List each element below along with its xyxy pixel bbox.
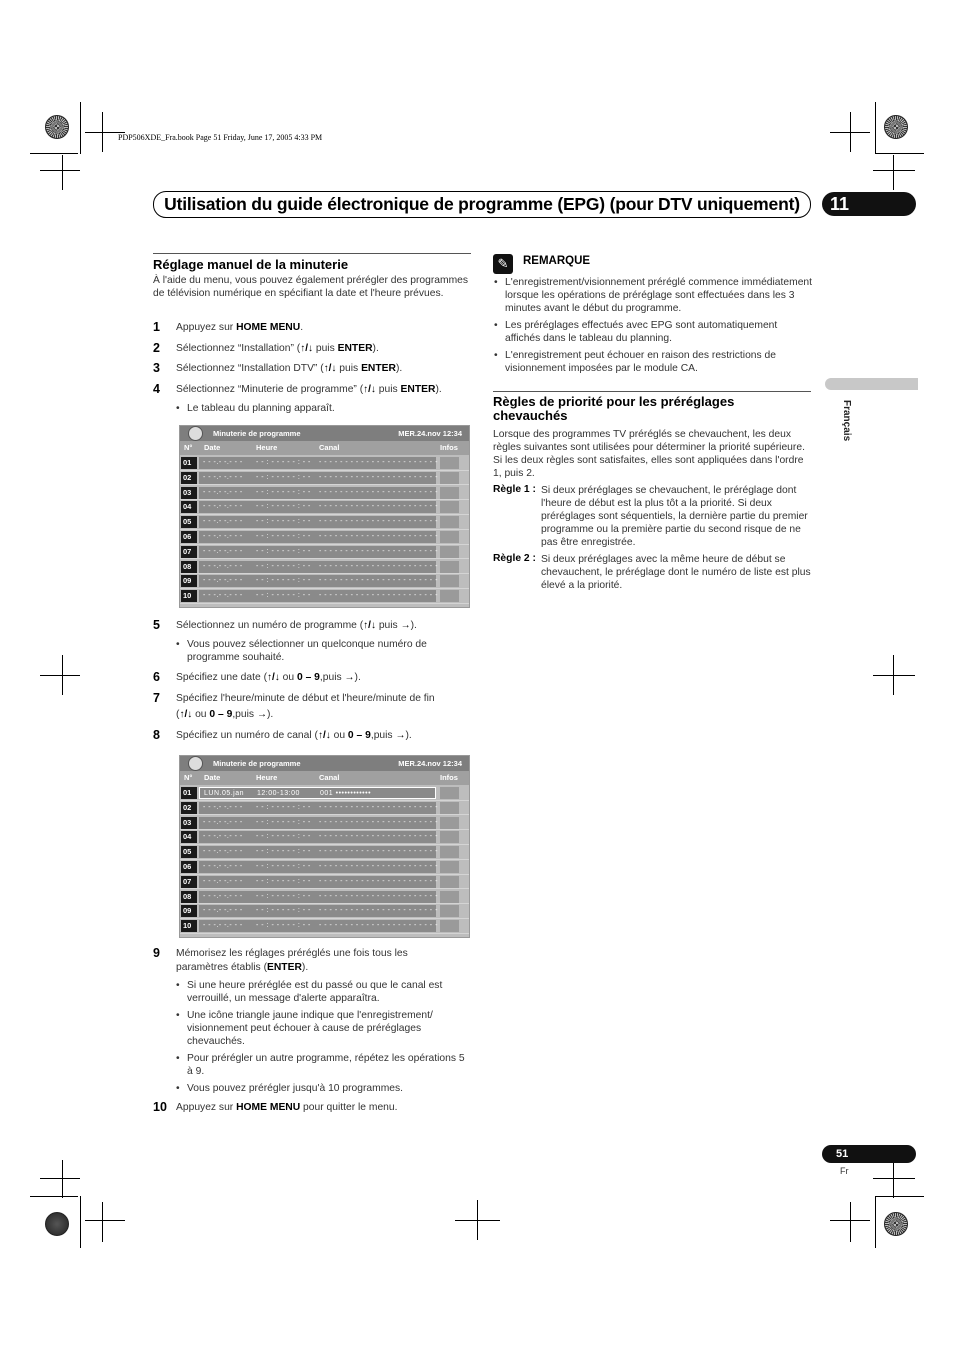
- up-down-arrow-icon: ↑/↓: [179, 709, 193, 720]
- step-text: Sélectionnez un numéro de programme (↑/↓ puis →).: [176, 620, 417, 631]
- row-date: - - -.- -.- - -: [203, 577, 243, 585]
- row-channel: - - - - - - - - - - - - - - - - - - - - - - -: [319, 833, 438, 841]
- right-arrow-icon: →: [395, 730, 406, 741]
- bullet-item: • Vous pouvez sélectionner un quelconque numéro de programme souhaité.: [187, 638, 467, 664]
- step-text: Sélectionnez “Minuterie de programme” (↑/↓ puis ENTER).: [176, 384, 442, 395]
- row-date: - - -.- -.- - -: [203, 562, 243, 570]
- row-channel: - - - - - - - - - - - - - - - - - - - - - - -: [319, 803, 438, 811]
- row-fields[interactable]: [199, 546, 436, 558]
- row-fields[interactable]: [199, 787, 436, 799]
- step-number: 8: [153, 728, 160, 742]
- row-channel: - - - - - - - - - - - - - - - - - - - - - - -: [319, 473, 438, 481]
- row-channel: - - - - - - - - - - - - - - - - - - - - - - -: [319, 503, 438, 511]
- row-date: - - -.- -.- - -: [203, 892, 243, 900]
- row-time: - - : - - - - - : - -: [256, 848, 311, 856]
- table-row[interactable]: [180, 845, 469, 860]
- row-fields[interactable]: [199, 831, 436, 843]
- table-row[interactable]: [180, 890, 469, 905]
- row-time: - - : - - - - - : - -: [256, 577, 311, 585]
- bullet-item: • Si une heure préréglée est du passé ou que le canal est verrouillé, un message d'alerte apparaîtra.: [187, 979, 472, 1005]
- row-fields[interactable]: [199, 876, 436, 888]
- row-fields[interactable]: [199, 531, 436, 543]
- row-date: LUN.05.jan: [204, 790, 245, 797]
- row-date: - - -.- -.- - -: [203, 818, 243, 826]
- row-fields[interactable]: [199, 891, 436, 903]
- row-channel: 001 ••••••••••••: [320, 790, 372, 797]
- row-info-cell[interactable]: [440, 861, 459, 873]
- row-date: - - -.- -.- - -: [203, 459, 243, 466]
- row-channel: - - - - - - - - - - - - - - - - - - - - - - -: [319, 922, 438, 930]
- row-info-cell[interactable]: [440, 561, 459, 573]
- step-number: 7: [153, 691, 160, 705]
- table-row[interactable]: [180, 574, 469, 589]
- table-datetime: MER.24.nov 12:34: [398, 759, 462, 768]
- row-date: - - -.- -.- - -: [203, 473, 243, 481]
- table-row[interactable]: [180, 801, 469, 816]
- step-text: Spécifiez une date (↑/↓ ou 0 – 9,puis →).: [176, 672, 361, 683]
- table-row[interactable]: [180, 860, 469, 875]
- col-time: Heure: [256, 443, 278, 452]
- section-rule: [493, 391, 811, 392]
- row-date: - - -.- -.- - -: [203, 488, 243, 496]
- row-info-cell[interactable]: [440, 817, 459, 829]
- row-number: 02: [181, 472, 197, 484]
- registration-disc-icon: [45, 1212, 69, 1236]
- section-heading: Règles de priorité pour les préréglages chevauchés: [493, 394, 735, 423]
- col-channel: Canal: [319, 773, 340, 782]
- row-fields[interactable]: [199, 905, 436, 917]
- rule-text: Si deux préréglages se chevauchent, le préréglage dont l'heure de début est la plus tôt a la priorité. Si deux préréglages sont séquentiels, la dernière partie du premier programme ou la première partie du second risque de ne pas être enregistrée.: [541, 485, 808, 548]
- row-channel: - - - - - - - - - - - - - - - - - - - - - - -: [319, 877, 438, 885]
- language-tab: [825, 378, 918, 390]
- row-time: - - : - - - - - : - -: [256, 592, 311, 600]
- row-date: - - -.- -.- - -: [203, 533, 243, 540]
- row-fields[interactable]: [199, 920, 436, 932]
- row-number: 06: [181, 861, 197, 873]
- row-channel: - - - - - - - - - - - - - - - - - - - - - - -: [319, 562, 438, 570]
- section-rule: [153, 253, 471, 254]
- row-channel: - - - - - - - - - - - - - - - - - - - - - - -: [319, 818, 438, 826]
- row-info-cell[interactable]: [440, 831, 459, 843]
- step-text: Appuyez sur HOME MENU.: [176, 322, 304, 333]
- row-fields[interactable]: [199, 846, 436, 858]
- row-date: - - -.- -.- - -: [203, 848, 243, 856]
- row-number: 07: [181, 546, 197, 558]
- table-row[interactable]: [180, 545, 469, 560]
- up-down-arrow-icon: ↑/↓: [323, 363, 337, 374]
- row-channel: - - - - - - - - - - - - - - - - - - - - - - -: [319, 592, 438, 600]
- step-text: Sélectionnez “Installation” (↑/↓ puis ENTER).: [176, 343, 379, 354]
- chapter-title: Utilisation du guide électronique de programme (EPG) (pour DTV uniquement): [153, 191, 811, 218]
- table-title: Minuterie de programme: [213, 759, 301, 768]
- row-time: - - : - - - - - : - -: [256, 473, 311, 481]
- row-number: 01: [181, 787, 197, 799]
- note-item: • Les préréglages effectués avec EPG sont automatiquement affichés dans le tableau du planning.: [505, 319, 813, 345]
- schedule-table-filled: [179, 755, 470, 938]
- row-number: 07: [181, 876, 197, 888]
- row-number: 01: [181, 457, 197, 469]
- step-number: 6: [153, 670, 160, 684]
- step-number: 1: [153, 320, 160, 334]
- row-channel: - - - - - - - - - - - - - - - - - - - - - - -: [319, 907, 438, 915]
- table-row[interactable]: [180, 919, 469, 934]
- row-fields[interactable]: [199, 472, 436, 484]
- side-language-label: Français: [841, 400, 852, 442]
- row-date: - - -.- -.- - -: [203, 803, 243, 811]
- row-time: - - : - - - - - : - -: [256, 488, 311, 496]
- row-time: - - : - - - - - : - -: [256, 518, 311, 526]
- row-date: - - -.- -.- - -: [203, 877, 243, 885]
- row-time: - - : - - - - - : - -: [256, 459, 311, 466]
- step-text: Spécifiez un numéro de canal (↑/↓ ou 0 – 9,puis →).: [176, 730, 412, 741]
- up-down-arrow-icon: ↑/↓: [300, 343, 313, 354]
- row-info-cell[interactable]: [440, 457, 459, 469]
- row-date: - - -.- -.- - -: [203, 863, 243, 870]
- row-info-cell[interactable]: [440, 876, 459, 888]
- file-info: PDP506XDE_Fra.book Page 51 Friday, June 17, 2005 4:33 PM: [118, 133, 323, 142]
- row-time: - - : - - - - - : - -: [256, 833, 311, 841]
- row-time: - - : - - - - - : - -: [256, 803, 311, 811]
- row-info-cell[interactable]: [440, 575, 459, 587]
- registration-disc-icon: [884, 115, 908, 139]
- clock-icon: [188, 756, 203, 771]
- step-number: 9: [153, 946, 160, 960]
- row-number: 03: [181, 487, 197, 499]
- page-number: 51: [822, 1145, 916, 1163]
- row-number: 10: [181, 590, 197, 602]
- row-number: 05: [181, 846, 197, 858]
- row-channel: - - - - - - - - - - - - - - - - - - - - - - -: [319, 459, 438, 466]
- col-no: N°: [184, 773, 193, 782]
- step-number: 5: [153, 618, 160, 632]
- chapter-number: 11: [822, 192, 916, 216]
- table-row[interactable]: [180, 875, 469, 890]
- step-text: Sélectionnez “Installation DTV” (↑/↓ puis ENTER).: [176, 363, 403, 374]
- row-info-cell[interactable]: [440, 516, 459, 528]
- rules-intro: Lorsque des programmes TV préréglés se chevauchent, les deux règles suivantes sont utilisées pour déterminer la priorité supérieure. Si les deux règles sont satisfaites, elles sont appliquées dans l'ordre 1, puis 2.: [493, 429, 805, 479]
- rule-label: Règle 2 :: [493, 553, 536, 564]
- row-number: 04: [181, 501, 197, 513]
- row-date: - - -.- -.- - -: [203, 503, 243, 511]
- bullet-item: • Vous pouvez prérégler jusqu'à 10 programmes.: [187, 1082, 472, 1095]
- row-channel: - - - - - - - - - - - - - - - - - - - - - - -: [319, 863, 438, 870]
- col-date: Date: [204, 773, 221, 782]
- row-fields[interactable]: [199, 501, 436, 513]
- row-info-cell[interactable]: [440, 920, 459, 932]
- row-divider: [180, 603, 469, 604]
- row-channel: - - - - - - - - - - - - - - - - - - - - - - -: [319, 892, 438, 900]
- right-arrow-icon: →: [256, 709, 267, 720]
- row-time: - - : - - - - - : - -: [256, 907, 311, 915]
- table-row[interactable]: [180, 486, 469, 501]
- table-datetime: MER.24.nov 12:34: [398, 429, 462, 438]
- table-row[interactable]: [180, 589, 469, 604]
- row-fields[interactable]: [199, 575, 436, 587]
- step-number: 3: [153, 361, 160, 375]
- row-number: 03: [181, 817, 197, 829]
- note-title: REMARQUE: [523, 255, 591, 267]
- col-date: Date: [204, 443, 221, 452]
- registration-disc-icon: [884, 1212, 908, 1236]
- row-info-cell[interactable]: [440, 846, 459, 858]
- row-divider: [180, 933, 469, 934]
- row-number: 08: [181, 891, 197, 903]
- row-fields[interactable]: [199, 590, 436, 602]
- row-time: - - : - - - - - : - -: [256, 547, 311, 555]
- right-arrow-icon: →: [400, 620, 411, 631]
- col-time: Heure: [256, 773, 278, 782]
- row-number: 10: [181, 920, 197, 932]
- row-fields[interactable]: [199, 561, 436, 573]
- table-title: Minuterie de programme: [213, 429, 301, 438]
- row-channel: - - - - - - - - - - - - - - - - - - - - - - -: [319, 488, 438, 496]
- row-info-cell[interactable]: [440, 487, 459, 499]
- right-arrow-icon: →: [344, 672, 355, 683]
- row-date: - - -.- -.- - -: [203, 592, 243, 600]
- table-row[interactable]: [180, 456, 469, 471]
- bullet-item: • Pour prérégler un autre programme, répétez les opérations 5 à 9.: [187, 1052, 472, 1078]
- row-number: 09: [181, 905, 197, 917]
- section-heading: Réglage manuel de la minuterie: [153, 257, 349, 272]
- note-pencil-icon: ✎: [493, 254, 513, 274]
- row-time: - - : - - - - - : - -: [256, 877, 311, 885]
- bullet-item: • Une icône triangle jaune indique que l'enregistrement/ visionnement peut échouer à cause de préréglages chevauchés.: [187, 1009, 472, 1048]
- row-info-cell[interactable]: [440, 472, 459, 484]
- up-down-arrow-icon: ↑/↓: [363, 384, 376, 395]
- row-time: - - : - - - - - : - -: [256, 533, 311, 540]
- step-text: paramètres établis (ENTER).: [176, 962, 309, 973]
- row-time: - - : - - - - - : - -: [256, 503, 311, 511]
- row-channel: - - - - - - - - - - - - - - - - - - - - - - -: [319, 848, 438, 856]
- clock-icon: [188, 426, 203, 441]
- intro-text: À l'aide du menu, vous pouvez également prérégler des programmes de télévision numérique en spécifiant la date et l'heure prévues.: [153, 275, 469, 299]
- up-down-arrow-icon: ↑/↓: [267, 672, 280, 683]
- table-row[interactable]: [180, 471, 469, 486]
- step-text: Mémorisez les réglages préréglés une fois tous les: [176, 948, 408, 959]
- row-info-cell[interactable]: [440, 531, 459, 543]
- row-time: - - : - - - - - : - -: [256, 892, 311, 900]
- row-fields[interactable]: [199, 861, 436, 873]
- rule-text: Si deux préréglages avec la même heure de début se chevauchent, le préréglage dont le numéro de liste est plus élevé a la priorité.: [541, 554, 811, 591]
- step-text: Spécifiez l'heure/minute de début et l'heure/minute de fin: [176, 693, 435, 704]
- row-date: - - -.- -.- - -: [203, 922, 243, 930]
- table-row[interactable]: [180, 904, 469, 919]
- table-row[interactable]: [180, 816, 469, 831]
- row-channel: - - - - - - - - - - - - - - - - - - - - - - -: [319, 518, 438, 526]
- col-no: N°: [184, 443, 193, 452]
- row-number: 06: [181, 531, 197, 543]
- row-fields[interactable]: [199, 457, 436, 469]
- table-row[interactable]: [180, 830, 469, 845]
- table-row[interactable]: [180, 530, 469, 545]
- col-info: Infos: [440, 443, 458, 452]
- row-info-cell[interactable]: [440, 905, 459, 917]
- row-channel: - - - - - - - - - - - - - - - - - - - - - - -: [319, 547, 438, 555]
- row-fields[interactable]: [199, 516, 436, 528]
- table-row[interactable]: [180, 500, 469, 515]
- row-number: 02: [181, 802, 197, 814]
- table-row[interactable]: [180, 560, 469, 575]
- row-time: - - : - - - - - : - -: [256, 818, 311, 826]
- up-down-arrow-icon: ↑/↓: [317, 730, 331, 741]
- bullet-item: • Le tableau du planning apparaît.: [187, 402, 467, 415]
- row-number: 08: [181, 561, 197, 573]
- note-item: • L'enregistrement peut échouer en raison des restrictions de visionnement imposées par le module CA.: [505, 349, 813, 375]
- row-channel: - - - - - - - - - - - - - - - - - - - - - - -: [319, 577, 438, 585]
- row-channel: - - - - - - - - - - - - - - - - - - - - - - -: [319, 533, 438, 540]
- row-fields[interactable]: [199, 817, 436, 829]
- row-number: 04: [181, 831, 197, 843]
- schedule-table: [179, 425, 470, 608]
- row-info-cell[interactable]: [440, 891, 459, 903]
- note-item: • L'enregistrement/visionnement préréglé commence immédiatement lorsque les opérations de préréglage sont effectuées dans les 3 minutes avant le début du programme.: [505, 276, 813, 315]
- row-info-cell[interactable]: [440, 787, 459, 799]
- up-down-arrow-icon: ↑/↓: [363, 620, 376, 631]
- row-time: - - : - - - - - : - -: [256, 863, 311, 870]
- step-text: Appuyez sur HOME MENU pour quitter le menu.: [176, 1102, 398, 1113]
- registration-disc-icon: [45, 115, 69, 139]
- step-number: 2: [153, 341, 160, 355]
- row-fields[interactable]: [199, 802, 436, 814]
- row-date: - - -.- -.- - -: [203, 833, 243, 841]
- row-info-cell[interactable]: [440, 546, 459, 558]
- rule-label: Règle 1 :: [493, 484, 536, 495]
- row-time: - - : - - - - - : - -: [256, 922, 311, 930]
- row-number: 05: [181, 516, 197, 528]
- col-info: Infos: [440, 773, 458, 782]
- table-row[interactable]: [180, 786, 469, 801]
- page-language: Fr: [840, 1166, 849, 1176]
- row-info-cell[interactable]: [440, 590, 459, 602]
- row-date: - - -.- -.- - -: [203, 907, 243, 915]
- row-time: 12:00-13:00: [257, 790, 300, 797]
- row-info-cell[interactable]: [440, 802, 459, 814]
- row-fields[interactable]: [199, 487, 436, 499]
- row-number: 09: [181, 575, 197, 587]
- step-text: (↑/↓ ou 0 – 9,puis →).: [176, 709, 274, 720]
- col-channel: Canal: [319, 443, 340, 452]
- step-number: 4: [153, 382, 160, 396]
- row-date: - - -.- -.- - -: [203, 547, 243, 555]
- step-number: 10: [153, 1100, 167, 1114]
- row-info-cell[interactable]: [440, 501, 459, 513]
- row-time: - - : - - - - - : - -: [256, 562, 311, 570]
- table-row[interactable]: [180, 515, 469, 530]
- row-date: - - -.- -.- - -: [203, 518, 243, 526]
